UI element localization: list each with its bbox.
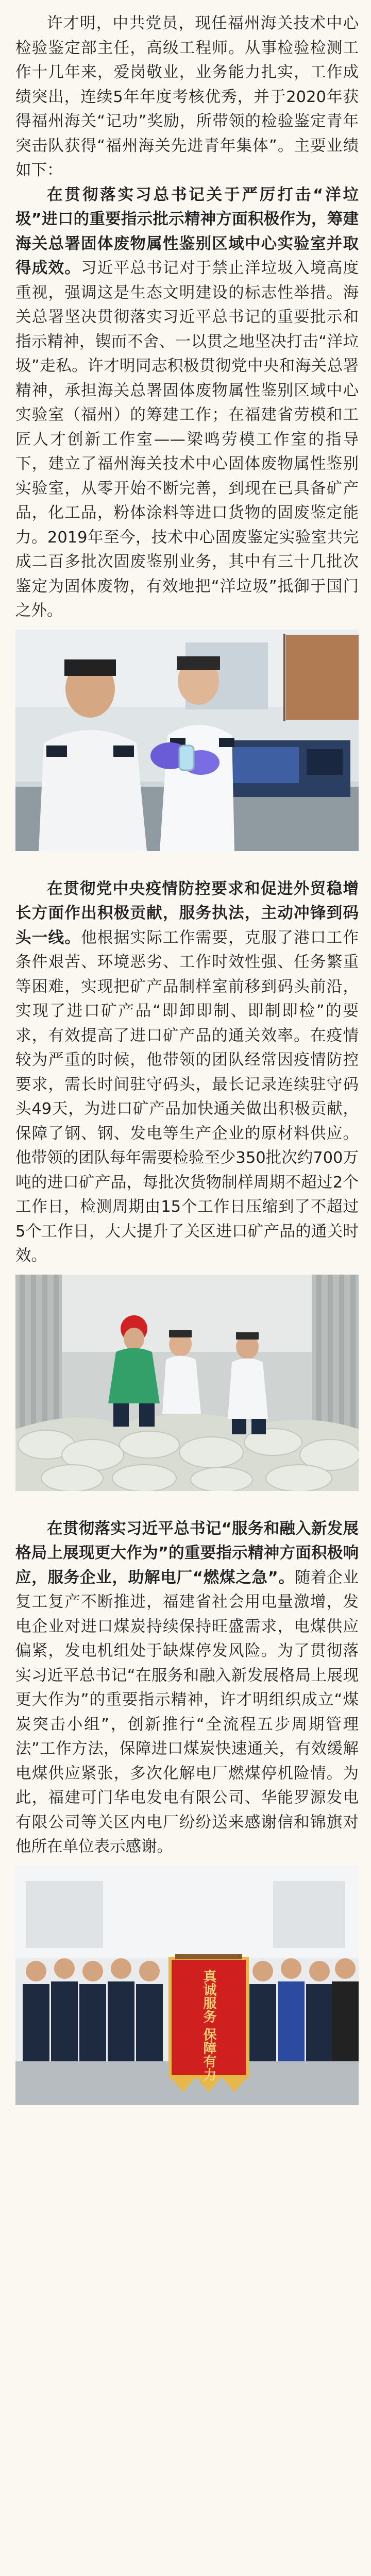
section-1-paragraph (15, 183, 359, 623)
photo-lab-inspection (15, 630, 359, 851)
photo-banner-presentation (15, 1866, 359, 2105)
intro-paragraph: 许才明，中共党员，现任福州海关技术中心检验鉴定部主任，高级工程师。从事检验检测工作十几年来，爱岗敬业，业务能力扎实，工作成绩突出，连续5年年度考核优秀，并于2020年获得福州海关“记功”奖励，所带领的检验鉴定青年突击队获得“福州海关先进青年集体”。主要业绩如下： (15, 14, 359, 179)
section-2-lead: 在贯彻党中央疫情防控要求和促进外贸稳增长方面作出积极贡献，服务执法，主动冲锋到码头一线。 (15, 879, 359, 947)
section-1-lead: 在贯彻落实习总书记关于严厉打击“洋垃圾”进口的重要指示批示精神方面积极作为，筹建海关总署固体废物属性鉴别区域中心实验室并取得成效。 (15, 185, 359, 277)
container-photo-illustration (15, 1275, 359, 1491)
section-3-body: 随着企业复工复产不断推进，福建省社会用电量激增，发电企业对进口煤炭持续保持旺盛需求，电煤供应偏紧，发电机组处于缺煤停发风险。为了贯彻落实习近平总书记“在服务和融入新发展格局上展现更大作为”的重要指示精神，许才明组织成立“煤炭突击小组”，创新推行“全流程五步周期管理法”工作方法，保障进口煤炭快速通关，有效缓解电煤供应紧张，多次化解电厂燃煤停机险情。为此，福建可门华电发电有限公司、华能罗源发电有限公司等关区内电厂纷纷送来感谢信和锦旗对他所在单位表示感谢。 (15, 1568, 359, 1856)
section-1-body: 习近平总书记对于禁止洋垃圾入境高度重视，强调这是生态文明建设的标志性举措。海关总署坚决贯彻落实习近平总书记的重要批示和指示精神，锲而不舍、一以贯之地坚决打击“洋垃圾”走私。许才明同志积极贯彻党中央和海关总署精神，承担海关总署固体废物属性鉴别区域中心实验室（福州）的筹建工作；在福建省劳模和工匠人才创新工作室——梁鸣劳模工作室的指导下，建立了福州海关技术中心固体废物属性鉴别实验室，从零开始不断完善，到现在已具备矿产品，化工品，粉体涂料等进口货物的固废鉴定能力。2019年至今，技术中心固废鉴定实验室共完成二百多批次固废鉴别业务，其中有三十几批次鉴定为固体废物，有效地把“洋垃圾”抵御于国门之外。 (15, 259, 359, 620)
section-2-paragraph (15, 877, 359, 1268)
banner-text: 真诚服务 保障有力 (201, 1969, 216, 2081)
photo-container-inspection (15, 1275, 359, 1491)
section-3-lead: 在贯彻落实习近平总书记“服务和融入新发展格局上展现更大作为”的重要指示精神方面积极响应，服务企业，助解电厂“燃煤之急”。 (15, 1519, 359, 1587)
section-3-paragraph (15, 1517, 359, 1859)
banner-photo-illustration (15, 1866, 359, 2105)
lab-photo-illustration (15, 630, 359, 851)
section-2-body: 他根据实际工作需要，克服了港口工作条件艰苦、环境恶劣、工作时效性强、任务繁重等困难，实现把矿产品制样室前移到码头前沿，实现了进口矿产品“即卸即制、即制即检”的要求，有效提高了进口矿产品的通关效率。在疫情较为严重的时候，他带领的团队经常因疫情防控要求，需长时间驻守码头，最长记录连续驻守码头49天，为进口矿产品加快通关做出积极贡献，保障了钢、钢、发电等生产企业的原材料供应。他带领的团队每年需要检验至少350批次约700万吨的进口矿产品，每批次货物制样周期不超过2个工作日，检测周期由15个工作日压缩到了不超过5个工作日，大大提升了关区进口矿产品的通关时效。 (15, 928, 359, 1265)
